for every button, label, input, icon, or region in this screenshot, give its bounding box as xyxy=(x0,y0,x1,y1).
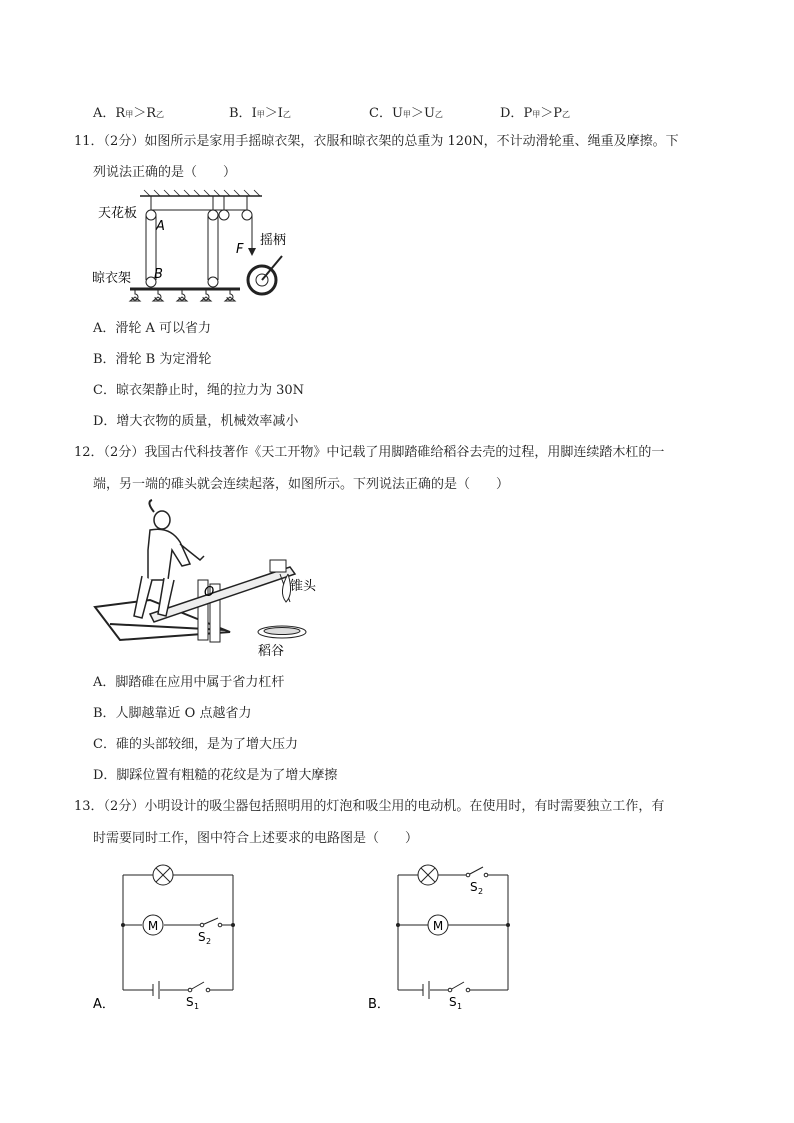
q12-option-c[interactable]: C．碓的头部较细，是为了增大压力 xyxy=(93,737,298,752)
q12-stem-line1: 12．（2分）我国古代科技著作《天工开物》中记载了用脚踏碓给稻谷去壳的过程，用脚连续踏木杠的一 xyxy=(74,445,665,460)
svg-text:S: S xyxy=(449,995,457,1009)
q13-stem-line2: 时需要同时工作，图中符合上述要求的电路图是（ ） xyxy=(93,831,419,846)
svg-text:B: B xyxy=(154,267,163,282)
svg-text:1: 1 xyxy=(457,1002,463,1011)
crank-label: 摇柄 xyxy=(260,233,287,248)
q12-treadle-mill-figure xyxy=(90,502,340,662)
svg-text:M: M xyxy=(147,919,159,933)
svg-text:1: 1 xyxy=(194,1002,200,1011)
ceiling-label: 天花板 xyxy=(98,206,138,221)
q10-option-c[interactable]: C．U甲＞U乙 xyxy=(369,106,443,121)
q13-stem-line1: 13．（2分）小明设计的吸尘器包括照明用的灯泡和吸尘用的电动机。在使用时，有时需要独立工作，有 xyxy=(74,799,665,814)
q11-stem-line2: 列说法正确的是（ ） xyxy=(93,165,237,180)
svg-text:S: S xyxy=(186,995,194,1009)
q11-option-a[interactable]: A．滑轮 A 可以省力 xyxy=(93,321,212,336)
circuit-a-label: A． xyxy=(93,997,115,1012)
q11-option-d[interactable]: D．增大衣物的质量，机械效率减小 xyxy=(93,414,299,429)
q12-option-a[interactable]: A．脚踏碓在应用中属于省力杠杆 xyxy=(93,675,285,690)
svg-text:S: S xyxy=(198,930,206,944)
svg-text:2: 2 xyxy=(478,887,484,896)
q10-option-d[interactable]: D．P甲＞P乙 xyxy=(500,106,570,121)
q10-option-b[interactable]: B．I甲＞I乙 xyxy=(229,106,291,121)
q11-clothes-rack-figure xyxy=(90,190,310,320)
grain-label: 稻谷 xyxy=(258,644,285,659)
hammer-label: 锥头 xyxy=(290,579,317,594)
q11-stem-line1: 11．（2分）如图所示是家用手摇晾衣架，衣服和晾衣架的总重为 120N，不计动滑轮重、绳重及摩擦。下 xyxy=(74,134,679,149)
q12-stem-line2: 端，另一端的碓头就会连续起落，如图所示。下列说法正确的是（ ） xyxy=(93,477,510,492)
q11-option-b[interactable]: B．滑轮 B 为定滑轮 xyxy=(93,352,212,367)
svg-text:S: S xyxy=(470,880,478,894)
q12-option-d[interactable]: D．脚踩位置有粗糙的花纹是为了增大摩擦 xyxy=(93,768,338,783)
q12-option-b[interactable]: B．人脚越靠近 O 点越省力 xyxy=(93,706,252,721)
svg-text:2: 2 xyxy=(206,937,212,946)
svg-text:O: O xyxy=(204,585,215,600)
q13-circuit-b[interactable] xyxy=(365,860,525,1010)
svg-text:M: M xyxy=(432,919,444,933)
svg-text:F: F xyxy=(236,242,244,257)
q11-option-c[interactable]: C．晾衣架静止时，绳的拉力为 30N xyxy=(93,383,304,398)
circuit-b-label: B． xyxy=(368,997,390,1012)
q10-option-a[interactable]: A．R甲＞R乙 xyxy=(93,106,164,121)
svg-text:A: A xyxy=(156,219,165,234)
q13-circuit-a[interactable] xyxy=(90,860,250,1010)
rack-label: 晾衣架 xyxy=(92,271,132,286)
